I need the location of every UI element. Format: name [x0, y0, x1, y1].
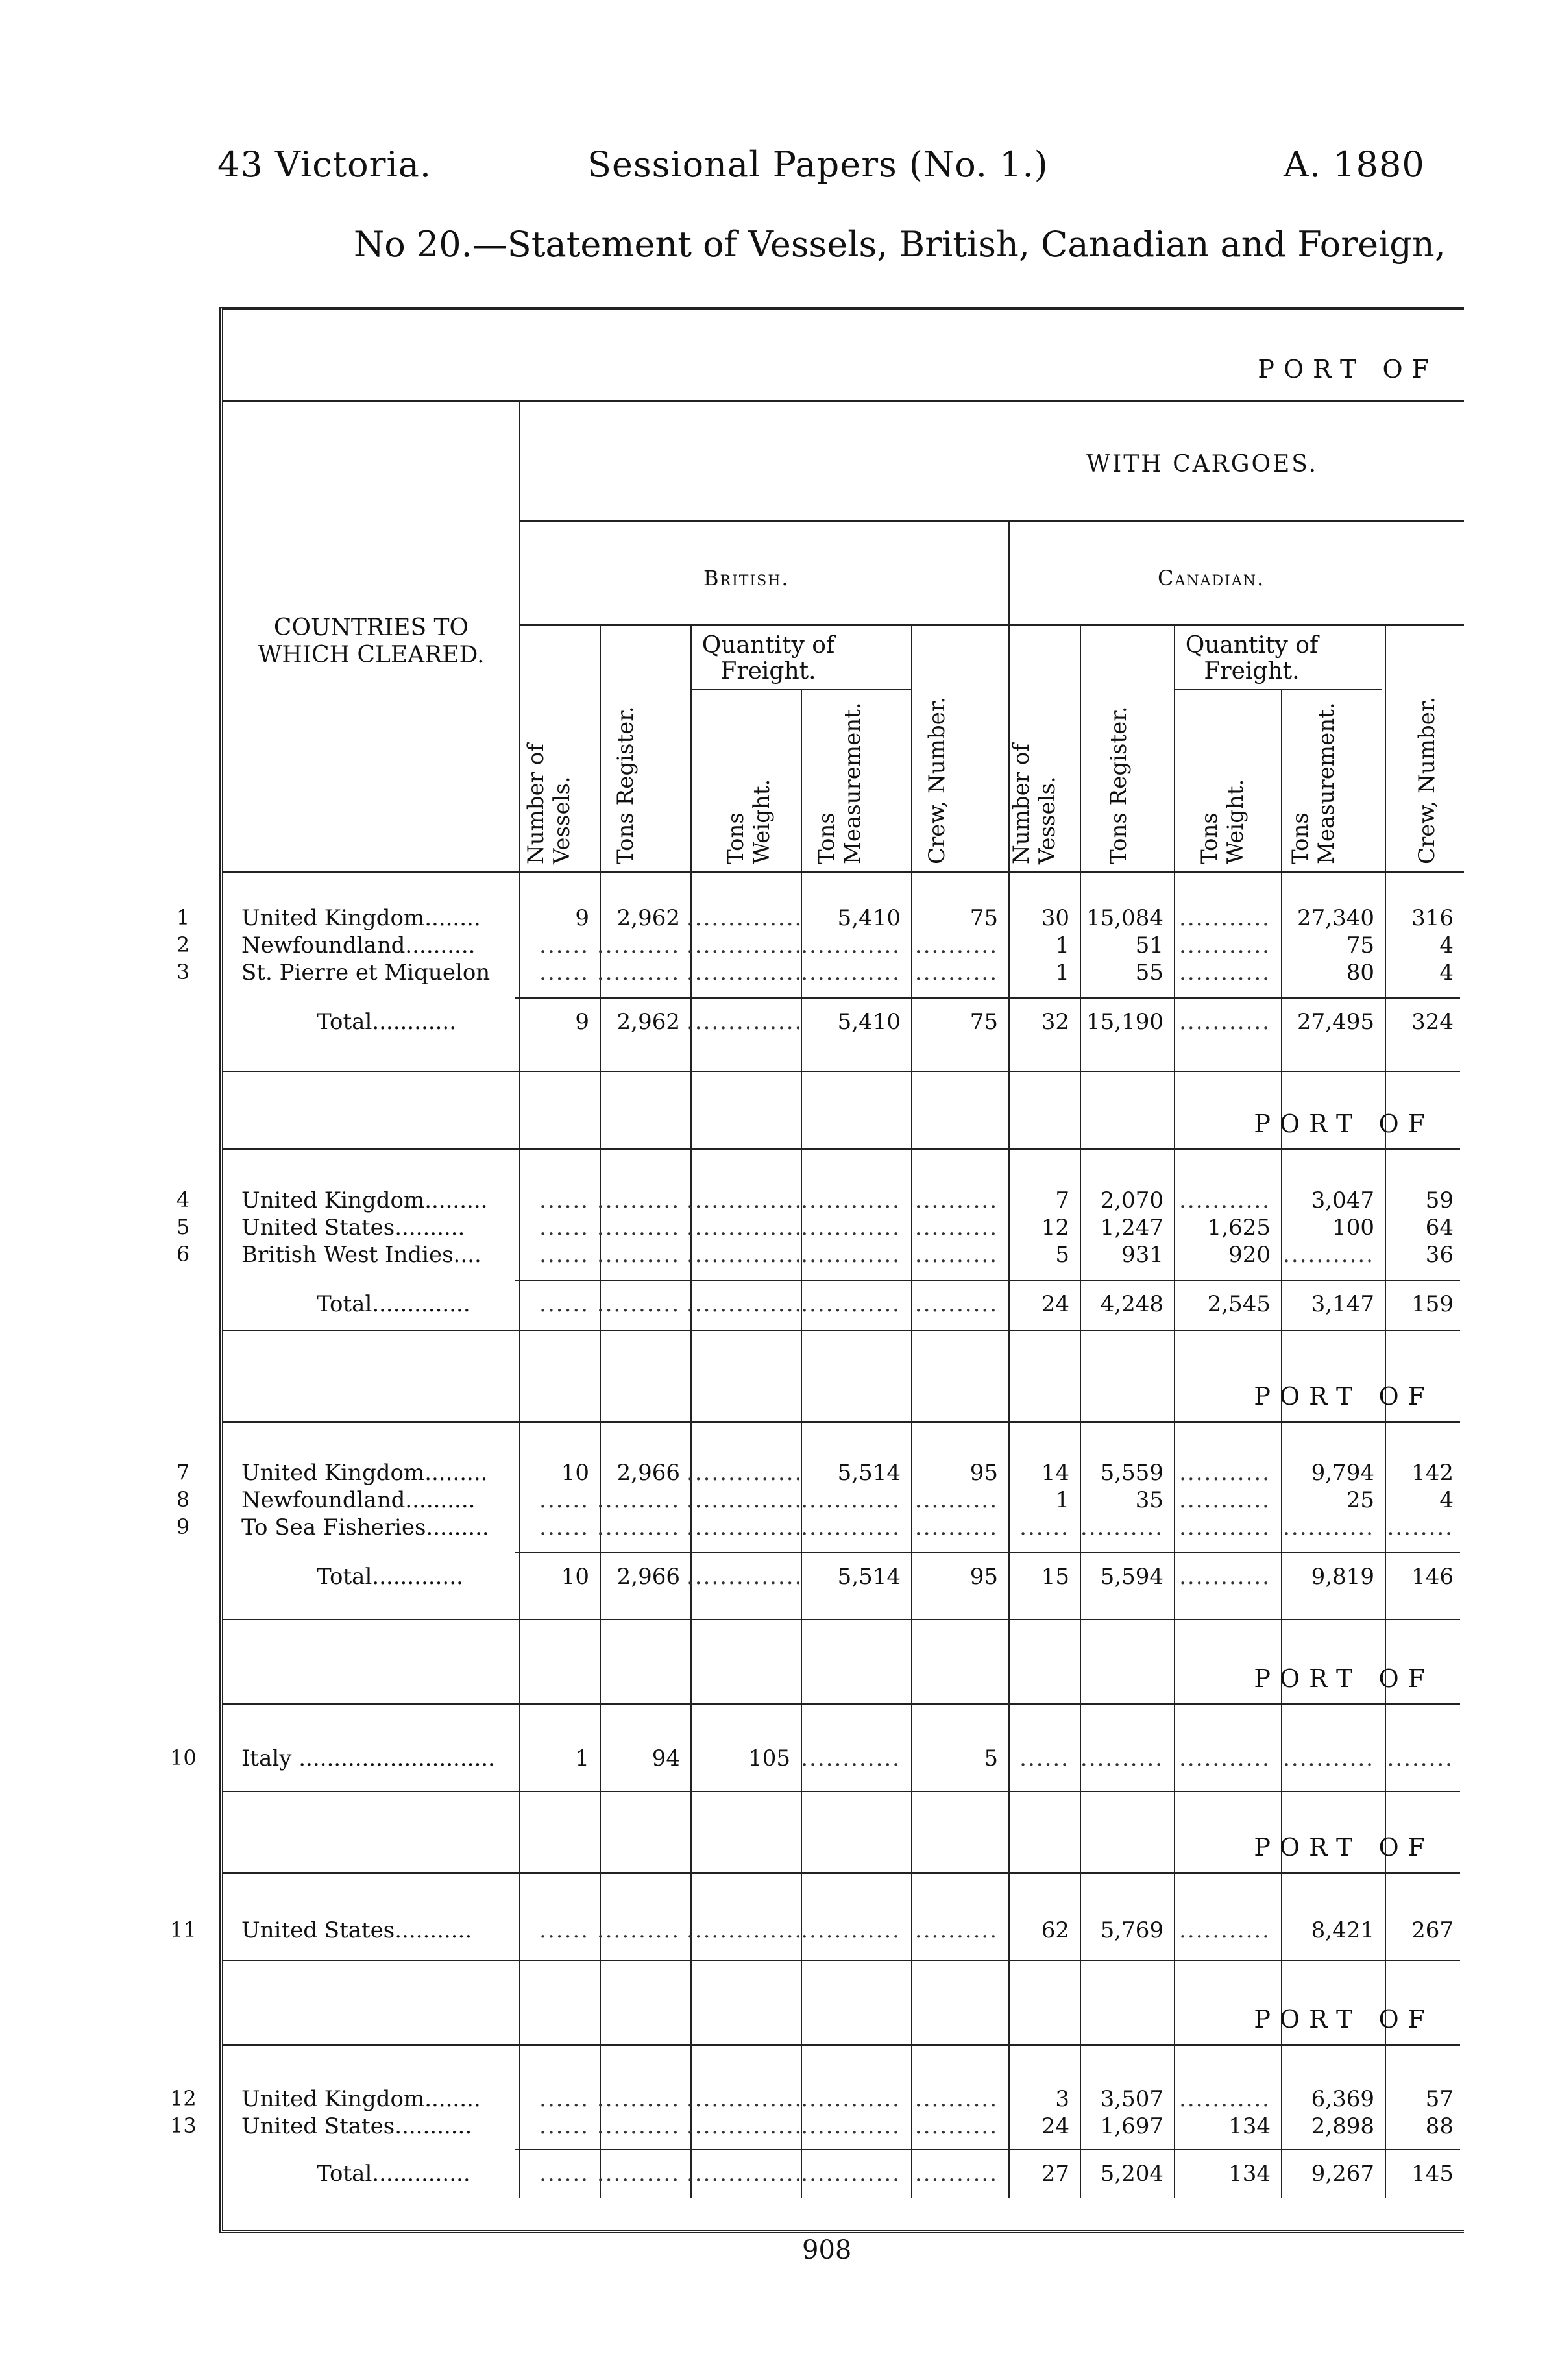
divider — [690, 624, 692, 2198]
total-cell-ctw: 134 — [1228, 2161, 1271, 2187]
line-number: 9 — [176, 1514, 190, 1539]
total-label: Total............. — [317, 1564, 463, 1590]
table-cell-btm: ............ — [801, 2086, 901, 2112]
table-cell-bc: 5 — [984, 1745, 998, 1771]
country-name: United States........... — [241, 2113, 472, 2139]
table-cell-cv: 14 — [1041, 1460, 1069, 1486]
table-cell-ctw: ........... — [1179, 960, 1271, 986]
table-cell-btw: 105 — [748, 1745, 790, 1771]
table-cell-btm: 5,514 — [837, 1460, 901, 1486]
table-cell-ctw: ........... — [1179, 1487, 1271, 1513]
table-cell-cv: 24 — [1041, 2113, 1069, 2139]
canadian-header: Canadian. — [1158, 566, 1265, 590]
total-cell-ctr: 5,594 — [1100, 1564, 1163, 1590]
total-cell-cv: 32 — [1041, 1009, 1069, 1035]
total-cell-btw: .............. — [687, 1009, 803, 1035]
divider — [515, 1280, 1460, 1281]
table-cell-ctm: 9,794 — [1311, 1460, 1374, 1486]
port-label: PORT OF — [1254, 2005, 1434, 2034]
total-label: Total.............. — [317, 1291, 470, 1317]
table-cell-bv: 9 — [575, 905, 589, 931]
table-cell-cv: 7 — [1055, 1187, 1069, 1213]
table-cell-ctr: 1,247 — [1100, 1215, 1163, 1241]
table-cell-ctm: 100 — [1332, 1215, 1374, 1241]
total-cell-bv: 9 — [575, 1009, 589, 1035]
divider — [1174, 689, 1382, 690]
table-cell-btm: ............ — [801, 2113, 901, 2139]
table-cell-bv: ...... — [539, 1187, 589, 1213]
table-cell-btr: 2,966 — [616, 1460, 680, 1486]
divider — [223, 2044, 1460, 2046]
divider — [1385, 624, 1386, 2198]
country-name: United Kingdom........ — [241, 2086, 481, 2112]
table-cell-ctm: 3,047 — [1311, 1187, 1374, 1213]
total-label: Total............ — [317, 1009, 457, 1035]
total-cell-bc: 95 — [969, 1564, 998, 1590]
table-cell-btw: .............. — [687, 1215, 803, 1241]
table-cell-btm: ............ — [801, 1514, 901, 1540]
table-cell-ctr: 5,769 — [1100, 1917, 1163, 1943]
line-number: 8 — [176, 1487, 190, 1512]
port-label: PORT OF — [1254, 1664, 1434, 1693]
table-cell-ctw: 920 — [1228, 1242, 1271, 1268]
table-cell-bv: ...... — [539, 1514, 589, 1540]
table-cell-cc: 4 — [1439, 1487, 1454, 1513]
table-cell-btw: .............. — [687, 1460, 803, 1486]
total-cell-btr: 2,966 — [616, 1564, 680, 1590]
table-cell-cv: ...... — [1019, 1745, 1069, 1771]
statement-title: No 20.—Statement of Vessels, British, Canadian and Foreign, — [354, 224, 1446, 265]
table-cell-btr: .......... — [596, 1242, 680, 1268]
table-cell-bc: .......... — [914, 932, 998, 958]
table-cell-bc: 75 — [969, 905, 998, 931]
col-vessels-canadian: Number of Vessels. — [1008, 744, 1060, 864]
table-cell-bv: 1 — [575, 1745, 589, 1771]
table-cell-btw: .............. — [687, 932, 803, 958]
table-cell-ctm: ........... — [1283, 1745, 1374, 1771]
table-cell-cv: 1 — [1055, 932, 1069, 958]
table-cell-bc: .......... — [914, 1187, 998, 1213]
col-tons-weight-canadian: Tons Weight. — [1197, 779, 1249, 864]
divider — [223, 400, 1464, 402]
table-cell-cv: 12 — [1041, 1215, 1069, 1241]
divider — [911, 624, 912, 2198]
header-right: A. 1880 — [1284, 144, 1425, 185]
total-cell-btr: .......... — [596, 2161, 680, 2187]
table-cell-ctr: 931 — [1121, 1242, 1163, 1268]
total-cell-btw: .............. — [687, 1291, 803, 1317]
table-cell-ctw: ........... — [1179, 2086, 1271, 2112]
table-cell-btr: .......... — [596, 960, 680, 986]
col-tons-weight-british: Tons Weight. — [723, 779, 775, 864]
total-cell-cc: 159 — [1411, 1291, 1454, 1317]
table-cell-cc: 36 — [1425, 1242, 1454, 1268]
table-cell-ctw: ........... — [1179, 1745, 1271, 1771]
table-cell-ctm: 75 — [1346, 932, 1374, 958]
table-cell-cc: 142 — [1411, 1460, 1454, 1486]
country-name: United Kingdom......... — [241, 1187, 488, 1213]
table-cell-btm: ............ — [801, 1187, 901, 1213]
table-cell-cv: 62 — [1041, 1917, 1069, 1943]
table-cell-btm: ............ — [801, 1745, 901, 1771]
table-cell-cv: ...... — [1019, 1514, 1069, 1540]
total-cell-ctr: 5,204 — [1100, 2161, 1163, 2187]
table-cell-cv: 5 — [1055, 1242, 1069, 1268]
col-tons-register-canadian: Tons Register. — [1106, 706, 1132, 864]
table-cell-bc: .......... — [914, 2086, 998, 2112]
table-cell-btr: .......... — [596, 1917, 680, 1943]
table-cell-ctr: 35 — [1135, 1487, 1163, 1513]
table-cell-btm: ............ — [801, 1242, 901, 1268]
country-name: St. Pierre et Miquelon — [241, 960, 491, 986]
table-cell-ctm: ........... — [1283, 1514, 1374, 1540]
table-cell-cc: 267 — [1411, 1917, 1454, 1943]
table-cell-bc: .......... — [914, 1487, 998, 1513]
table-cell-ctw: ........... — [1179, 1460, 1271, 1486]
total-cell-btm: 5,410 — [837, 1009, 901, 1035]
divider — [519, 520, 1464, 522]
table-cell-btw: .............. — [687, 1242, 803, 1268]
table-cell-ctw: ........... — [1179, 1514, 1271, 1540]
table-cell-btr: .......... — [596, 2113, 680, 2139]
total-cell-bc: .......... — [914, 1291, 998, 1317]
table-cell-btr: .......... — [596, 2086, 680, 2112]
header-center: Sessional Papers (No. 1.) — [587, 144, 1049, 185]
line-number: 1 — [176, 905, 190, 930]
table-cell-ctw: ........... — [1179, 1917, 1271, 1943]
port-label: PORT OF — [1258, 355, 1438, 383]
table-cell-bv: 10 — [561, 1460, 589, 1486]
port-label: PORT OF — [1254, 1382, 1434, 1411]
total-cell-btw: .............. — [687, 2161, 803, 2187]
table-cell-btm: ............ — [801, 960, 901, 986]
col-tons-measurement-british: Tons Measurement. — [814, 702, 866, 864]
country-name: Italy ............................ — [241, 1745, 495, 1771]
total-cell-ctr: 15,190 — [1086, 1009, 1163, 1035]
table-cell-cc: ........ — [1387, 1514, 1454, 1540]
divider — [515, 1552, 1460, 1553]
line-number: 7 — [176, 1460, 190, 1485]
table-cell-ctr: 55 — [1135, 960, 1163, 986]
total-cell-bv: 10 — [561, 1564, 589, 1590]
country-name: Newfoundland.......... — [241, 932, 476, 958]
total-cell-ctw: 2,545 — [1207, 1291, 1271, 1317]
table-cell-bv: ...... — [539, 2113, 589, 2139]
table-cell-cc: ........ — [1387, 1745, 1454, 1771]
divider — [223, 1421, 1460, 1423]
total-cell-btm: ............ — [801, 2161, 901, 2187]
table-cell-cc: 4 — [1439, 960, 1454, 986]
table-cell-bv: ...... — [539, 2086, 589, 2112]
col-crew-british: Crew, Number. — [924, 696, 950, 864]
divider — [223, 1148, 1460, 1150]
port-label: PORT OF — [1254, 1833, 1434, 1862]
divider — [600, 624, 601, 2198]
line-number: 3 — [176, 960, 190, 984]
table-cell-ctm: 6,369 — [1311, 2086, 1374, 2112]
divider — [1080, 624, 1081, 2198]
divider — [223, 1960, 1460, 1961]
total-cell-btr: 2,962 — [616, 1009, 680, 1035]
country-name: United Kingdom......... — [241, 1460, 488, 1486]
total-cell-cc: 146 — [1411, 1564, 1454, 1590]
table-cell-bc: .......... — [914, 960, 998, 986]
divider — [223, 1619, 1460, 1620]
divider — [223, 1071, 1460, 1072]
table-cell-ctr: 2,070 — [1100, 1187, 1163, 1213]
table-cell-cv: 1 — [1055, 960, 1069, 986]
total-cell-btm: 5,514 — [837, 1564, 901, 1590]
header-left: 43 Victoria. — [217, 144, 432, 185]
total-cell-bc: .......... — [914, 2161, 998, 2187]
table-cell-ctr: 51 — [1135, 932, 1163, 958]
line-number: 5 — [176, 1215, 190, 1239]
total-label: Total.............. — [317, 2161, 470, 2187]
country-name: United Kingdom........ — [241, 905, 481, 931]
table-cell-ctm: ........... — [1283, 1242, 1374, 1268]
total-cell-cc: 145 — [1411, 2161, 1454, 2187]
table-cell-btr: .......... — [596, 1487, 680, 1513]
table-cell-cv: 3 — [1055, 2086, 1069, 2112]
col-tons-register-british: Tons Register. — [613, 706, 639, 864]
table-cell-ctm: 80 — [1346, 960, 1374, 986]
total-cell-btr: .......... — [596, 1291, 680, 1317]
page-number: 908 — [802, 2235, 852, 2265]
table-cell-bv: ...... — [539, 1487, 589, 1513]
table-cell-ctw: 134 — [1228, 2113, 1271, 2139]
line-number: 13 — [170, 2113, 197, 2138]
table-cell-bv: ...... — [539, 1242, 589, 1268]
port-label: PORT OF — [1254, 1110, 1434, 1138]
divider — [519, 624, 1464, 626]
table-cell-btr: .......... — [596, 1514, 680, 1540]
table-cell-ctr: 15,084 — [1086, 905, 1163, 931]
header-bottom-rule — [223, 871, 1464, 873]
table-cell-bv: ...... — [539, 932, 589, 958]
line-number: 6 — [176, 1242, 190, 1267]
table-cell-btr: .......... — [596, 1187, 680, 1213]
total-cell-ctw: ........... — [1179, 1009, 1271, 1035]
table-cell-btm: ............ — [801, 1917, 901, 1943]
table-cell-btw: .............. — [687, 960, 803, 986]
table-cell-bc: .......... — [914, 1215, 998, 1241]
table-cell-btw: .............. — [687, 1487, 803, 1513]
col-crew-canadian: Crew, Number. — [1414, 696, 1440, 864]
divider — [1008, 520, 1010, 2198]
table-frame — [219, 307, 1464, 2233]
country-name: To Sea Fisheries......... — [241, 1514, 489, 1540]
total-cell-cv: 27 — [1041, 2161, 1069, 2187]
table-cell-btw: .............. — [687, 1514, 803, 1540]
table-cell-ctm: 25 — [1346, 1487, 1374, 1513]
table-cell-ctm: 8,421 — [1311, 1917, 1374, 1943]
table-cell-bc: .......... — [914, 2113, 998, 2139]
table-cell-bc: .......... — [914, 1917, 998, 1943]
total-cell-ctr: 4,248 — [1100, 1291, 1163, 1317]
line-number: 12 — [170, 2086, 197, 2111]
quantity-of-freight-british: Quantity of Freight. — [701, 632, 835, 685]
total-cell-ctw: ........... — [1179, 1564, 1271, 1590]
table-cell-ctr: 1,697 — [1100, 2113, 1163, 2139]
table-cell-bv: ...... — [539, 1917, 589, 1943]
total-cell-cv: 24 — [1041, 1291, 1069, 1317]
country-name: United States.......... — [241, 1215, 465, 1241]
total-cell-cc: 324 — [1411, 1009, 1454, 1035]
divider — [515, 997, 1460, 999]
divider — [223, 1703, 1460, 1705]
table-cell-ctr: .......... — [1080, 1514, 1163, 1540]
table-cell-btr: 94 — [652, 1745, 680, 1771]
total-cell-ctm: 9,819 — [1311, 1564, 1374, 1590]
table-cell-btw: .............. — [687, 905, 803, 931]
table-cell-cc: 88 — [1425, 2113, 1454, 2139]
table-cell-btr: .......... — [596, 932, 680, 958]
line-number: 11 — [170, 1917, 197, 1942]
table-cell-ctw: ........... — [1179, 1187, 1271, 1213]
total-cell-bc: 75 — [969, 1009, 998, 1035]
divider — [223, 1791, 1460, 1792]
table-cell-ctr: .......... — [1080, 1745, 1163, 1771]
total-cell-btw: .............. — [687, 1564, 803, 1590]
total-cell-btm: ............ — [801, 1291, 901, 1317]
table-cell-btm: ............ — [801, 932, 901, 958]
british-header: British. — [703, 566, 790, 590]
table-cell-btr: 2,962 — [616, 905, 680, 931]
table-cell-bc: .......... — [914, 1242, 998, 1268]
table-cell-bv: ...... — [539, 1215, 589, 1241]
total-cell-bv: ...... — [539, 1291, 589, 1317]
table-cell-btm: ............ — [801, 1487, 901, 1513]
countries-header: COUNTRIES TO WHICH CLEARED. — [258, 614, 485, 668]
col-vessels-british: Number of Vessels. — [523, 744, 575, 864]
table-cell-ctw: ........... — [1179, 905, 1271, 931]
table-cell-btm: 5,410 — [837, 905, 901, 931]
country-name: Newfoundland.......... — [241, 1487, 476, 1513]
table-cell-ctw: 1,625 — [1207, 1215, 1271, 1241]
divider — [223, 1872, 1460, 1874]
with-cargoes-label: WITH CARGOES. — [1086, 451, 1319, 478]
table-cell-bc: .......... — [914, 1514, 998, 1540]
country-name: British West Indies.... — [241, 1242, 481, 1268]
table-cell-ctm: 27,340 — [1297, 905, 1374, 931]
table-cell-cv: 1 — [1055, 1487, 1069, 1513]
table-cell-cc: 316 — [1411, 905, 1454, 931]
table-cell-btm: ............ — [801, 1215, 901, 1241]
table-cell-cv: 30 — [1041, 905, 1069, 931]
line-number: 10 — [170, 1745, 197, 1770]
total-cell-ctm: 3,147 — [1311, 1291, 1374, 1317]
table-cell-cc: 4 — [1439, 932, 1454, 958]
line-number: 4 — [176, 1187, 190, 1212]
divider — [1174, 624, 1175, 2198]
total-cell-ctm: 27,495 — [1297, 1009, 1374, 1035]
quantity-of-freight-canadian: Quantity of Freight. — [1185, 632, 1319, 685]
table-cell-cc: 59 — [1425, 1187, 1454, 1213]
table-cell-btw: .............. — [687, 2113, 803, 2139]
table-cell-ctw: ........... — [1179, 932, 1271, 958]
table-cell-bc: 95 — [969, 1460, 998, 1486]
col-tons-measurement-canadian: Tons Measurement. — [1287, 702, 1339, 864]
table-cell-cc: 64 — [1425, 1215, 1454, 1241]
line-number: 2 — [176, 932, 190, 957]
table-cell-btw: .............. — [687, 2086, 803, 2112]
total-cell-cv: 15 — [1041, 1564, 1069, 1590]
total-cell-ctm: 9,267 — [1311, 2161, 1374, 2187]
table-cell-cc: 57 — [1425, 2086, 1454, 2112]
divider — [515, 2149, 1460, 2150]
table-cell-ctm: 2,898 — [1311, 2113, 1374, 2139]
table-cell-ctr: 3,507 — [1100, 2086, 1163, 2112]
country-name: United States........... — [241, 1917, 472, 1943]
divider — [223, 1330, 1460, 1331]
table-cell-btw: .............. — [687, 1917, 803, 1943]
table-cell-bv: ...... — [539, 960, 589, 986]
table-cell-btw: .............. — [687, 1187, 803, 1213]
table-cell-ctr: 5,559 — [1100, 1460, 1163, 1486]
table-cell-btr: .......... — [596, 1215, 680, 1241]
total-cell-bv: ...... — [539, 2161, 589, 2187]
